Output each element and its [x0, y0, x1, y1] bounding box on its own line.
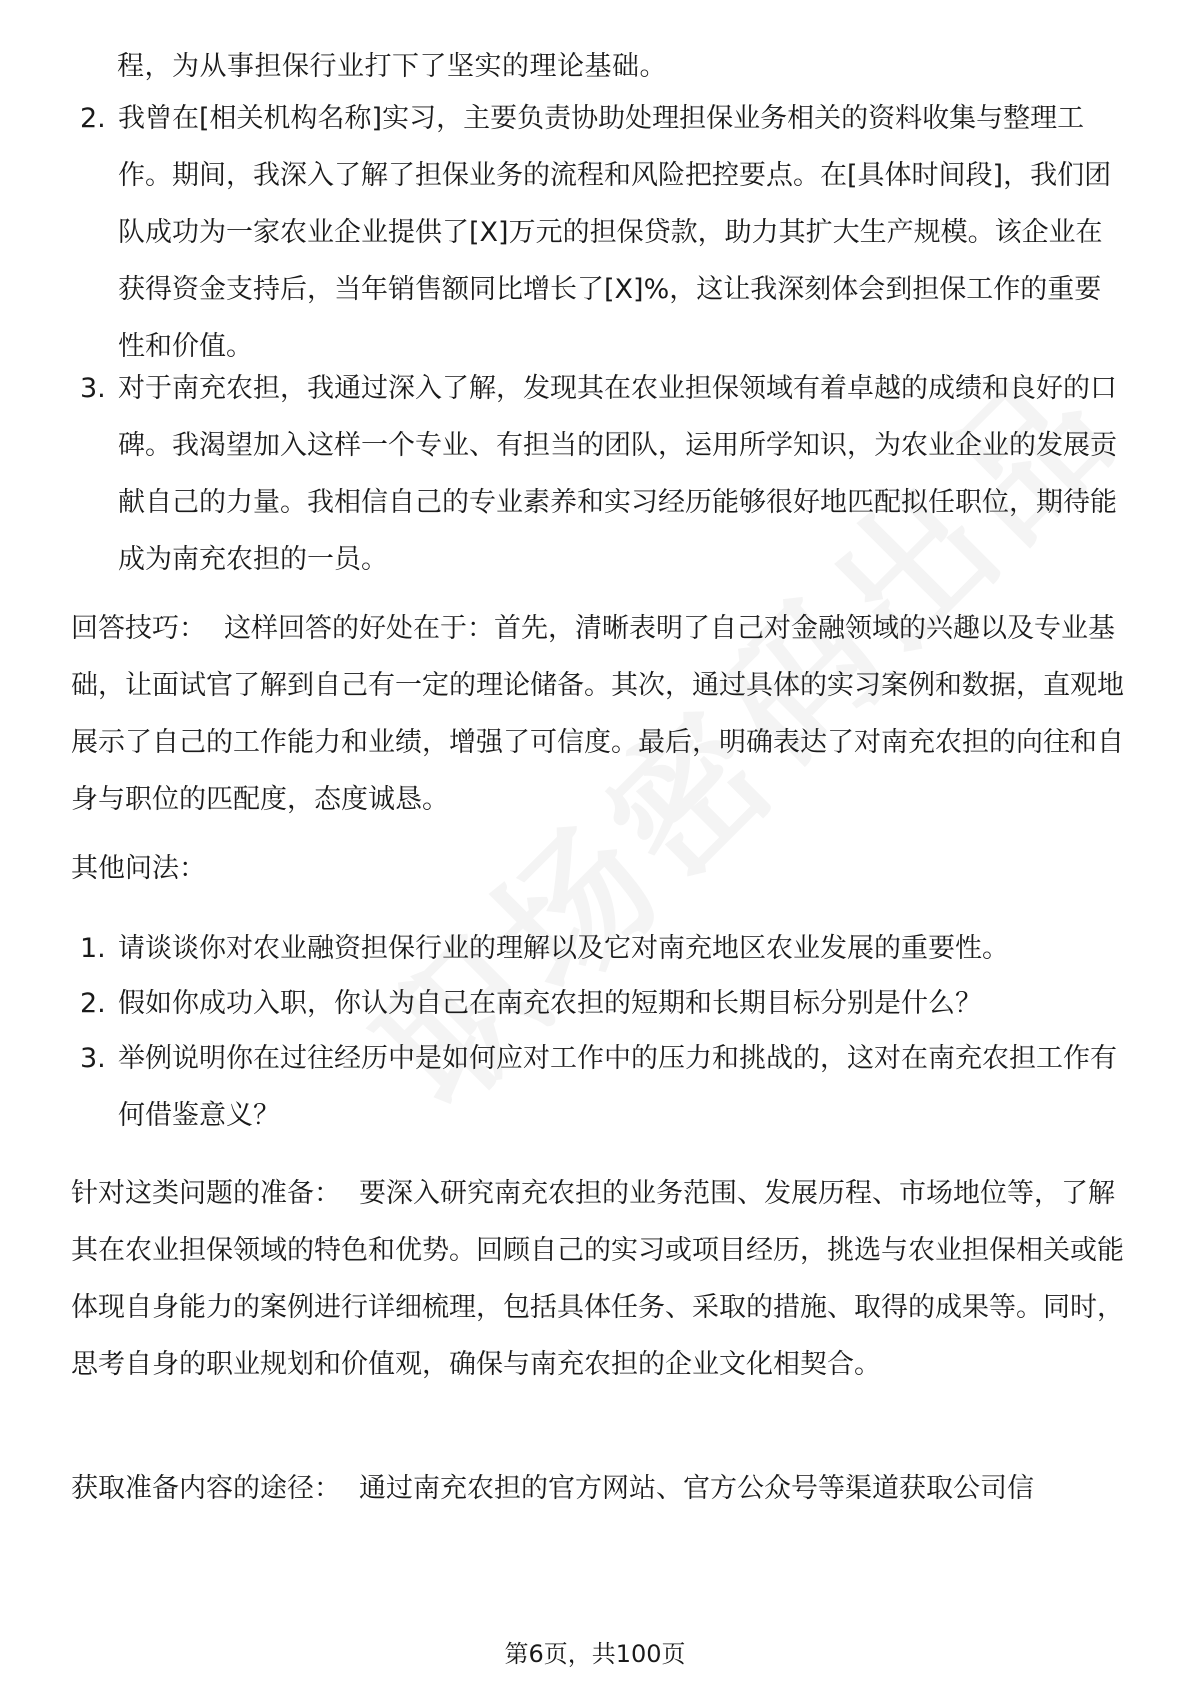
list-number: 3. — [80, 1043, 106, 1074]
other-questions-heading: 其他问法： — [71, 853, 206, 884]
answer-list-item — [80, 360, 1130, 588]
tips-paragraph — [71, 600, 1131, 828]
list-text: 假如你成功入职，你认为自己在南充农担的短期和长期目标分别是什么？ — [118, 988, 982, 1019]
list-number: 1. — [80, 933, 106, 964]
list-number: 3. — [80, 373, 106, 404]
tips-text: 这样回答的好处在于：首先，清晰表明了自己对金融领域的兴趣以及专业基础，让面试官了解到自己有一定的理论储备。其次，通过具体的实习案例和数据，直观地展示了自己的工作能力和业绩，增强了可信度。最后，明确表达了对南充农担的向往和自身与职位的匹配度，态度诚恳。 — [71, 613, 1124, 815]
preparation-paragraph — [71, 1165, 1131, 1393]
question-list-item — [80, 920, 1130, 977]
list-text: 请谈谈你对农业融资担保行业的理解以及它对南充地区农业发展的重要性。 — [118, 933, 1009, 964]
preparation-text: 要深入研究南充农担的业务范围、发展历程、市场地位等，了解其在农业担保领域的特色和优势。回顾自己的实习或项目经历，挑选与农业担保相关或能体现自身能力的案例进行详细梳理，包括具体任务、采取的措施、取得的成果等。同时，思考自身的职业规划和价值观，确保与南充农担的企业文化相契合。 — [71, 1178, 1124, 1380]
question-list-item — [80, 1030, 1130, 1144]
page-number: 第6页，共100页 — [504, 1640, 686, 1668]
question-list-item — [80, 975, 1130, 1032]
list-text: 我曾在[相关机构名称]实习，主要负责协助处理担保业务相关的资料收集与整理工作。期间，我深入了解了担保业务的流程和风险把控要点。在[具体时间段]，我们团队成功为一家农业企业提供了[X]万元的担保贷款，助力其扩大生产规模。该企业在获得资金支持后，当年销售额同比增长了[X]%，这让我深刻体会到担保工作的重要性和价值。 — [118, 103, 1112, 362]
sources-label: 获取准备内容的途径： — [71, 1473, 341, 1504]
tips-label: 回答技巧： — [71, 613, 206, 644]
list-text: 对于南充农担，我通过深入了解，发现其在农业担保领域有着卓越的成绩和良好的口碑。我渴望加入这样一个专业、有担当的团队，运用所学知识，为农业企业的发展贡献自己的力量。我相信自己的专业素养和实习经历能够很好地匹配拟任职位，期待能成为南充农担的一员。 — [118, 373, 1117, 575]
list-number: 2. — [80, 103, 106, 134]
sources-paragraph — [71, 1460, 1131, 1517]
continuation-text: 程，为从事担保行业打下了坚实的理论基础。 — [117, 51, 667, 82]
list-text: 举例说明你在过往经历中是如何应对工作中的压力和挑战的，这对在南充农担工作有何借鉴意义？ — [118, 1043, 1117, 1131]
sources-text: 通过南充农担的官方网站、官方公众号等渠道获取公司信 — [359, 1473, 1034, 1504]
list-number: 2. — [80, 988, 106, 1019]
preparation-label: 针对这类问题的准备： — [71, 1178, 341, 1209]
answer-list-item — [80, 90, 1130, 375]
